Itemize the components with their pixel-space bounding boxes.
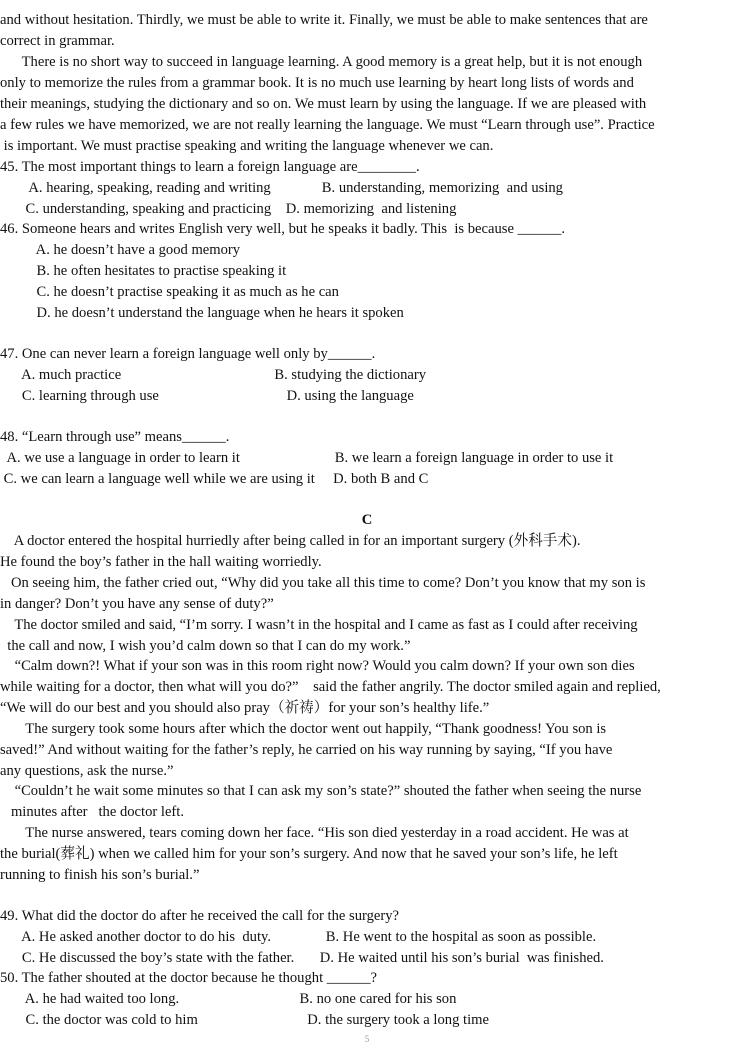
question-stem: 48. “Learn through use” means______. bbox=[0, 429, 230, 445]
text-line: only to memorize the rules from a grammar book. It is no much use learning by heart long lists of words and bbox=[0, 75, 634, 91]
answer-options: C. understanding, speaking and practicing D. memorizing and listening bbox=[0, 201, 457, 217]
text-line: the burial(葬礼) when we called him for your son’s surgery. And now that he saved your son’s life, he left bbox=[0, 846, 618, 862]
text-line: He found the boy’s father in the hall waiting worriedly. bbox=[0, 554, 322, 570]
answer-options: C. learning through use D. using the language bbox=[0, 388, 414, 404]
text-line: is important. We must practise speaking and writing the language whenever we can. bbox=[0, 138, 494, 154]
text-line: The nurse answered, tears coming down her face. “His son died yesterday in a road accident. He was at bbox=[0, 825, 629, 841]
answer-option: B. he often hesitates to practise speaking it bbox=[0, 263, 287, 279]
answer-option: D. he doesn’t understand the language when he hears it spoken bbox=[0, 305, 404, 321]
text-line: “We will do our best and you should also pray（祈祷）for your son’s healthy life.” bbox=[0, 700, 490, 716]
answer-option: C. he doesn’t practise speaking it as much as he can bbox=[0, 284, 339, 300]
text-line: in danger? Don’t you have any sense of duty?” bbox=[0, 596, 274, 612]
text-line: “Calm down?! What if your son was in this room right now? Would you calm down? If your own son dies bbox=[0, 658, 635, 674]
answer-options: A. He asked another doctor to do his duty. B. He went to the hospital as soon as possible. bbox=[0, 929, 597, 945]
answer-options: A. much practice B. studying the dictionary bbox=[0, 367, 426, 383]
text-line: On seeing him, the father cried out, “Why did you take all this time to come? Don’t you know that my son is bbox=[0, 575, 646, 591]
question-stem: 47. One can never learn a foreign language well only by______. bbox=[0, 346, 376, 362]
text-line: minutes after the doctor left. bbox=[0, 804, 184, 820]
text-line: any questions, ask the nurse.” bbox=[0, 763, 174, 779]
answer-options: A. hearing, speaking, reading and writing B. understanding, memorizing and using bbox=[0, 180, 563, 196]
text-line: and without hesitation. Thirdly, we must be able to write it. Finally, we must be able to make sentences that are bbox=[0, 12, 648, 28]
text-line: running to finish his son’s burial.” bbox=[0, 867, 200, 883]
text-line: correct in grammar. bbox=[0, 33, 115, 49]
question-stem: 46. Someone hears and writes English very well, but he speaks it badly. This is because ______. bbox=[0, 221, 565, 237]
answer-options: C. He discussed the boy’s state with the father. D. He waited until his son’s burial was finished. bbox=[0, 950, 604, 966]
question-stem: 45. The most important things to learn a foreign language are________. bbox=[0, 159, 420, 175]
question-stem: 50. The father shouted at the doctor because he thought ______? bbox=[0, 970, 378, 986]
page-number: 5 bbox=[364, 1034, 370, 1044]
text-line: the call and now, I wish you’d calm down so that I can do my work.” bbox=[0, 638, 411, 654]
text-line: There is no short way to succeed in language learning. A good memory is a great help, but it is not enough bbox=[0, 54, 643, 70]
answer-options: C. we can learn a language well while we are using it D. both B and C bbox=[0, 471, 429, 487]
answer-option: A. he doesn’t have a good memory bbox=[0, 242, 241, 258]
text-line: saved!” And without waiting for the father’s reply, he carried on his way running by saying, “If you have bbox=[0, 742, 613, 758]
text-line: a few rules we have memorized, we are not really learning the language. We must “Learn through use”. Practice bbox=[0, 117, 655, 133]
text-line: A doctor entered the hospital hurriedly after being called in for an important surgery (外科手术). bbox=[0, 533, 581, 549]
text-line: their meanings, studying the dictionary and so on. We must learn by using the language. If we are pleased with bbox=[0, 96, 647, 112]
question-stem: 49. What did the doctor do after he received the call for the surgery? bbox=[0, 908, 400, 924]
answer-options: A. we use a language in order to learn it B. we learn a foreign language in order to use it bbox=[0, 450, 614, 466]
section-heading-c: C bbox=[361, 512, 373, 528]
text-line: while waiting for a doctor, then what will you do?” said the father angrily. The doctor smiled again and replied, bbox=[0, 679, 661, 695]
text-line: The doctor smiled and said, “I’m sorry. I wasn’t in the hospital and I came as fast as I could after receiving bbox=[0, 617, 638, 633]
text-line: “Couldn’t he wait some minutes so that I can ask my son’s state?” shouted the father when seeing the nurse bbox=[0, 783, 642, 799]
answer-options: A. he had waited too long. B. no one cared for his son bbox=[0, 991, 457, 1007]
answer-options: C. the doctor was cold to him D. the surgery took a long time bbox=[0, 1012, 489, 1028]
text-line: The surgery took some hours after which the doctor went out happily, “Thank goodness! You son is bbox=[0, 721, 607, 737]
